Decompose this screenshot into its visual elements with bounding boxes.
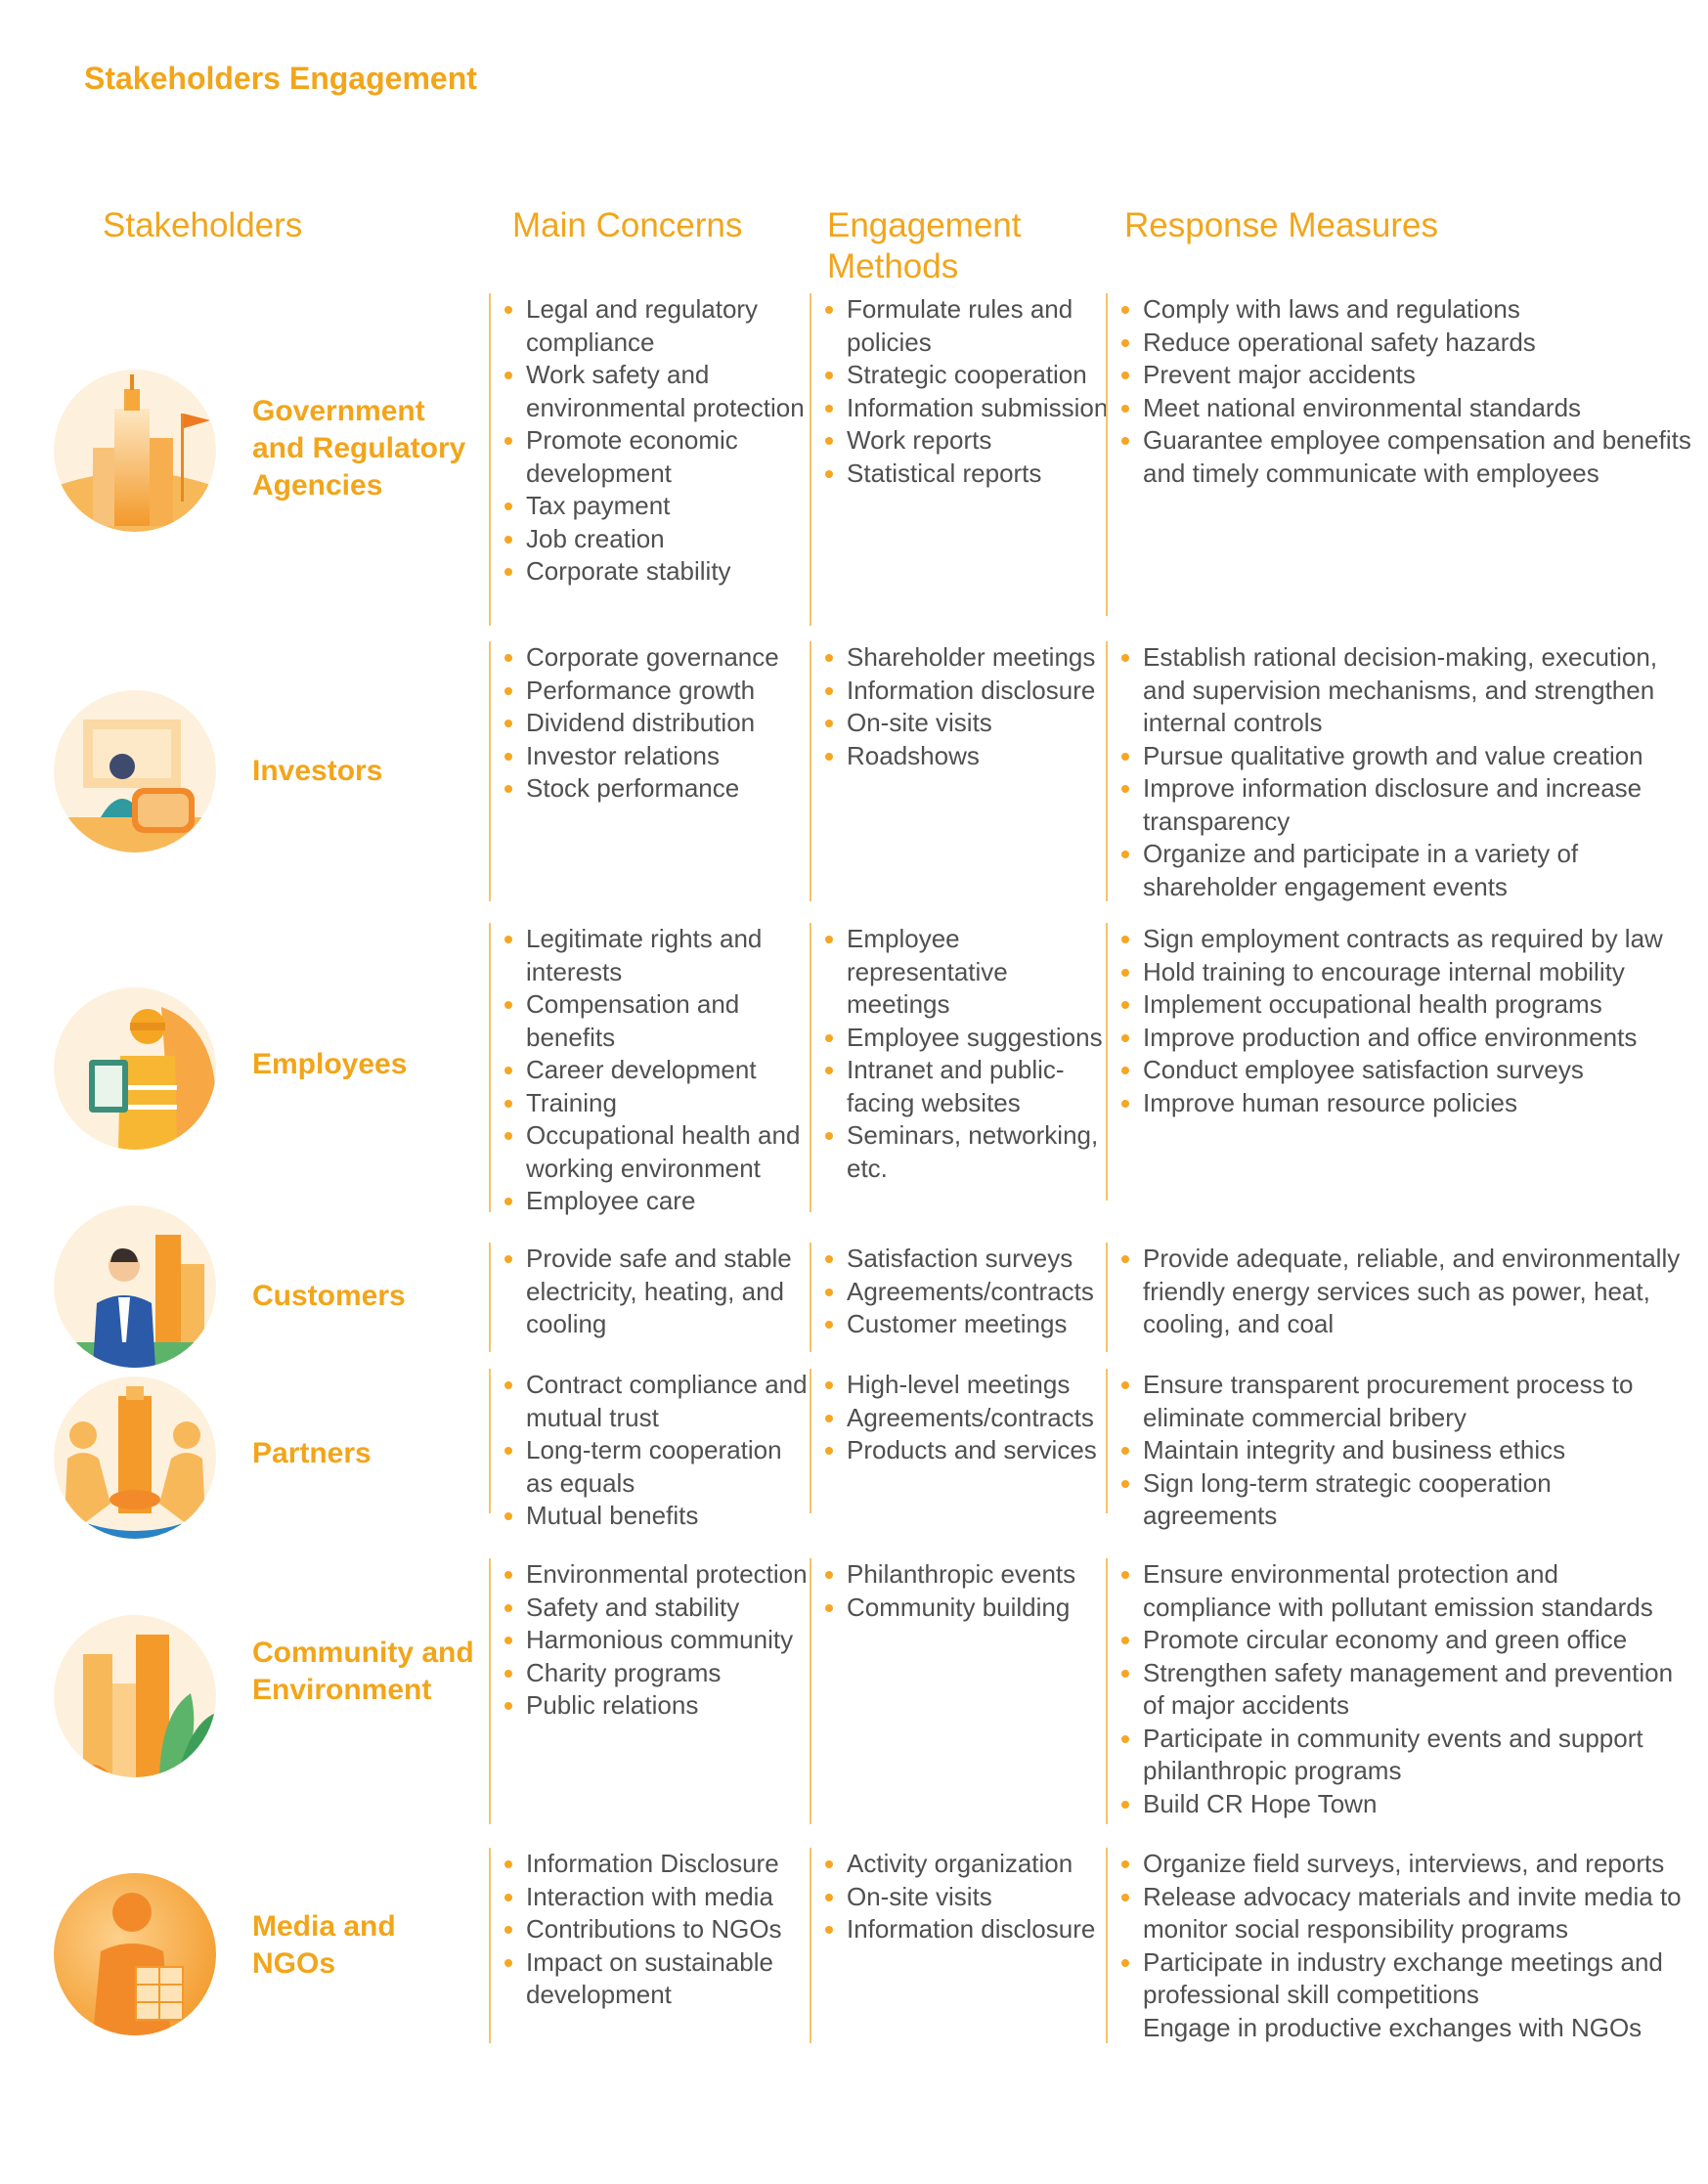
method-item: Strategic cooperation [825, 359, 1109, 392]
method-item: Agreements/contracts [825, 1402, 1109, 1435]
stakeholder-name: Government and Regulatory Agencies [252, 395, 466, 502]
measure-item: Comply with laws and regulations [1121, 293, 1692, 327]
measure-item: Pursue qualitative growth and value creation [1121, 740, 1692, 773]
measure-item: Improve production and office environments [1121, 1022, 1692, 1055]
concern-item: Contributions to NGOs [504, 1913, 811, 1946]
method-item: High-level meetings [825, 1369, 1109, 1402]
method-item: Intranet and public-facing websites [825, 1054, 1109, 1119]
measure-item: Organize field surveys, interviews, and reports [1121, 1848, 1692, 1881]
measure-item: Participate in community events and support philanthropic programs [1121, 1723, 1692, 1788]
concern-item: Legal and regulatory compliance [504, 293, 811, 359]
stakeholder-row-media [0, 1848, 1708, 2043]
method-item: Activity organization [825, 1848, 1109, 1881]
measure-item: Ensure transparent procurement process to eliminate commercial bribery [1121, 1369, 1692, 1434]
concern-item: Corporate governance [504, 641, 811, 675]
measure-item: Provide adequate, reliable, and environmentally friendly energy services such as power, heat, cooling, and coal [1121, 1243, 1692, 1341]
stakeholder-name: Community and Environment [252, 1637, 474, 1706]
concern-item: Promote economic development [504, 424, 811, 490]
concerns-column [489, 1558, 811, 1824]
stakeholder-row-employees [0, 923, 1708, 1215]
concern-item: Stock performance [504, 772, 811, 806]
stakeholder-name: Media and NGOs [252, 1910, 396, 1980]
measure-item: Participate in industry exchange meetings and professional skill competitions [1121, 1946, 1692, 2012]
concern-item: Job creation [504, 523, 811, 556]
measure-item: Improve information disclosure and increase transparency [1121, 772, 1692, 838]
method-item: Employee suggestions [825, 1022, 1109, 1055]
media-solar-icon [54, 1873, 216, 2035]
measure-item: Implement occupational health programs [1121, 988, 1692, 1022]
government-building-icon [54, 370, 216, 532]
method-item: Community building [825, 1592, 1109, 1625]
concerns-column [489, 1243, 811, 1352]
concern-item: Long-term cooperation as equals [504, 1434, 811, 1500]
concern-item: Harmonious community [504, 1624, 811, 1657]
method-item: Satisfaction surveys [825, 1243, 1109, 1276]
concern-item: Public relations [504, 1689, 811, 1723]
concern-item: Work safety and environmental protection [504, 359, 811, 424]
method-item: Philanthropic events [825, 1558, 1109, 1592]
page-title: Stakeholders Engagement [84, 61, 477, 96]
measure-item: Maintain integrity and business ethics [1121, 1434, 1692, 1467]
measure-item: Release advocacy materials and invite media to monitor social responsibility programs [1121, 1881, 1692, 1946]
concern-item: Employee care [504, 1185, 811, 1218]
customer-icon [54, 1205, 216, 1368]
method-item: Shareholder meetings [825, 641, 1109, 675]
method-item: Products and services [825, 1434, 1109, 1467]
stakeholder-name: Customers [252, 1280, 406, 1312]
method-item: Information disclosure [825, 1913, 1109, 1946]
measure-item: Organize and participate in a variety of shareholder engagement events [1121, 838, 1692, 903]
concern-item: Performance growth [504, 675, 811, 708]
stakeholder-name: Employees [252, 1048, 408, 1080]
concerns-column [489, 1369, 811, 1530]
method-item: Roadshows [825, 740, 1109, 773]
stakeholder-name: Investors [252, 755, 383, 787]
measure-item: Meet national environmental standards [1121, 392, 1692, 425]
methods-column [810, 293, 1109, 626]
concern-item: Mutual benefits [504, 1500, 811, 1533]
concern-item: Investor relations [504, 740, 811, 773]
measures-column [1106, 923, 1692, 1201]
measure-item: Improve human resource policies [1121, 1087, 1692, 1120]
handshake-icon [54, 1376, 216, 1539]
measure-item: Prevent major accidents [1121, 359, 1692, 392]
measure-item: Ensure environmental protection and compliance with pollutant emission standards [1121, 1558, 1692, 1624]
concerns-column [489, 923, 811, 1215]
method-item: Customer meetings [825, 1308, 1109, 1341]
stakeholder-row-investors [0, 641, 1708, 901]
measures-column [1106, 641, 1692, 901]
stakeholder-row-government [0, 293, 1708, 626]
measure-item: Conduct employee satisfaction surveys [1121, 1054, 1692, 1087]
concern-item: Legitimate rights and interests [504, 923, 811, 988]
method-item: Employee representative meetings [825, 923, 1109, 1022]
concern-item: Corporate stability [504, 555, 811, 589]
concern-item: Information Disclosure [504, 1848, 811, 1881]
measures-column [1106, 1243, 1692, 1352]
methods-column [810, 1369, 1109, 1513]
stakeholder-name: Partners [252, 1437, 372, 1469]
concern-item: Provide safe and stable electricity, heating, and cooling [504, 1243, 811, 1341]
method-item: On-site visits [825, 1881, 1109, 1914]
measure-item: Promote circular economy and green office [1121, 1624, 1692, 1657]
method-item: Agreements/contracts [825, 1276, 1109, 1309]
measure-item: Sign long-term strategic cooperation agreements [1121, 1467, 1692, 1533]
measures-column [1106, 1848, 1692, 2043]
measures-column [1106, 293, 1692, 616]
concern-item: Charity programs [504, 1657, 811, 1690]
concern-item: Contract compliance and mutual trust [504, 1369, 811, 1434]
method-item: Seminars, networking, etc. [825, 1119, 1109, 1185]
measure-item: Establish rational decision-making, execution, and supervision mechanisms, and strengthen internal controls [1121, 641, 1692, 740]
city-environment-icon [54, 1615, 216, 1777]
stakeholder-row-partners [0, 1369, 1708, 1530]
measure-item: Reduce operational safety hazards [1121, 327, 1692, 360]
measure-item: Hold training to encourage internal mobility [1121, 956, 1692, 989]
header-engagement-methods: Engagement Methods [827, 206, 1022, 285]
concern-item: Impact on sustainable development [504, 1946, 811, 2012]
method-item: Formulate rules and policies [825, 293, 1109, 359]
concerns-column [489, 1848, 811, 2043]
method-item: Work reports [825, 424, 1109, 458]
methods-column [810, 923, 1109, 1212]
concern-item: Tax payment [504, 490, 811, 523]
concern-item: Compensation and benefits [504, 988, 811, 1054]
method-item: Information submission [825, 392, 1109, 425]
concerns-column [489, 641, 811, 901]
measure-item: Guarantee employee compensation and benefits and timely communicate with employees [1121, 424, 1692, 490]
stakeholder-row-community [0, 1558, 1708, 1824]
concern-item: Interaction with media [504, 1881, 811, 1914]
investor-icon [54, 690, 216, 852]
methods-column [810, 1558, 1109, 1824]
header-main-concerns: Main Concerns [512, 206, 743, 244]
measures-column [1106, 1558, 1692, 1824]
concerns-column [489, 293, 811, 626]
concern-item: Occupational health and working environment [504, 1119, 811, 1185]
method-item: On-site visits [825, 707, 1109, 740]
methods-column [810, 1243, 1109, 1352]
concern-item: Environmental protection [504, 1558, 811, 1592]
header-stakeholders: Stakeholders [103, 206, 303, 244]
concern-item: Safety and stability [504, 1592, 811, 1625]
concern-item: Career development [504, 1054, 811, 1087]
worker-icon [54, 987, 216, 1150]
measure-item: Sign employment contracts as required by law [1121, 923, 1692, 956]
measure-item: Build CR Hope Town [1121, 1788, 1692, 1821]
measure-item: Engage in productive exchanges with NGOs [1143, 2012, 1642, 2042]
stakeholder-row-customers [0, 1243, 1708, 1352]
measures-column [1106, 1369, 1692, 1530]
header-response-measures: Response Measures [1124, 206, 1438, 244]
concern-item: Training [504, 1087, 811, 1120]
methods-column [810, 641, 1109, 901]
method-item: Information disclosure [825, 675, 1109, 708]
measure-item: Strengthen safety management and prevention of major accidents [1121, 1657, 1692, 1723]
method-item: Statistical reports [825, 458, 1109, 491]
methods-column [810, 1848, 1109, 2043]
concern-item: Dividend distribution [504, 707, 811, 740]
